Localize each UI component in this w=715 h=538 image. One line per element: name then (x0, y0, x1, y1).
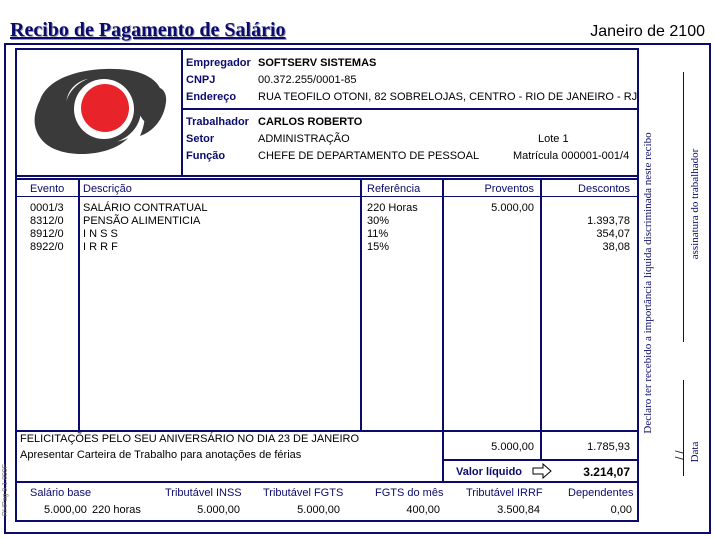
lote-value: Lote 1 (538, 133, 569, 145)
total-proventos: 5.000,00 (491, 441, 534, 453)
address-value: RUA TEOFILO OTONI, 82 SOBRELOJAS, CENTRO - RIO DE JANEIRO - RJ (258, 91, 638, 103)
net-value-label: Valor líquido (456, 466, 523, 478)
function-value: CHEFE DE DEPARTAMENTO DE PESSOAL (258, 150, 480, 162)
header-bottom-border (15, 175, 639, 177)
address-label: Endereço (186, 91, 237, 103)
col-header-referencia: Referência (367, 183, 421, 195)
net-value: 3.214,07 (583, 465, 630, 479)
period-label: Janeiro de 2100 (590, 23, 705, 40)
sector-value: ADMINISTRAÇÃO (258, 133, 350, 145)
total-descontos: 1.785,93 (587, 441, 630, 453)
row-evento: 8912/0 (30, 228, 64, 240)
footer-label-trib-fgts: Tributável FGTS (263, 487, 344, 499)
row-evento: 8312/0 (30, 215, 64, 227)
row-evento: 0001/3 (30, 202, 64, 214)
footer-top-border (15, 481, 639, 483)
row-descricao: PENSÃO ALIMENTICIA (83, 215, 201, 227)
totals-divider (442, 459, 639, 461)
row-descricao: I N S S (83, 228, 118, 240)
date-label: Data (689, 441, 701, 463)
footer-trib-fgts: 5.000,00 (297, 504, 340, 516)
row-descontos: 38,08 (602, 241, 630, 253)
matricula-value: Matrícula 000001-001/4 (513, 150, 630, 162)
row-referencia: 15% (367, 241, 390, 253)
col-header-descricao: Descrição (83, 183, 132, 195)
footer-label-dependentes: Dependentes (568, 487, 634, 499)
date-slashes: / / (674, 450, 686, 460)
footer-label-salario-base: Salário base (30, 487, 92, 499)
row-referencia: 30% (367, 215, 390, 227)
message-vacation: Apresentar Carteira de Trabalho para anotações de férias (20, 449, 302, 461)
employer-name: SOFTSERV SISTEMAS (258, 57, 377, 69)
row-referencia: 11% (367, 228, 389, 240)
cnpj-label: CNPJ (186, 74, 216, 86)
receipt-title: Recibo de Pagamento de Salário (10, 19, 286, 41)
footer-label-trib-irrf: Tributável IRRF (466, 487, 543, 499)
row-evento: 8922/0 (30, 241, 64, 253)
message-birthday: FELICITAÇÕES PELO SEU ANIVERSÁRIO NO DIA 23 DE JANEIRO (20, 433, 360, 445)
row-referencia: 220 Horas (367, 202, 418, 214)
footer-fgts-mes: 400,00 (406, 504, 440, 516)
table-header-underline (15, 196, 639, 197)
footer-trib-irrf: 3.500,84 (497, 504, 540, 516)
footer-label-fgts-mes: FGTS do mês (375, 487, 444, 499)
col-divider-evento (78, 178, 80, 430)
function-label: Função (186, 150, 226, 162)
signature-line (683, 72, 684, 342)
row-descricao: SALÁRIO CONTRATUAL (83, 202, 208, 214)
receipt-declaration: Declaro ter recebido a importância líquida discriminada neste recibo (642, 132, 654, 434)
col-header-descontos: Descontos (578, 183, 630, 195)
col-divider-referencia (442, 178, 444, 482)
employer-label: Empregador (186, 57, 251, 69)
row-proventos: 5.000,00 (491, 202, 534, 214)
footer-label-trib-inss: Tributável INSS (165, 487, 242, 499)
table-top-border (15, 178, 639, 180)
row-descontos: 1.393,78 (587, 215, 630, 227)
footer-salario-horas: 220 horas (92, 504, 141, 516)
worker-label: Trabalhador (186, 116, 249, 128)
table-body-bottom (15, 430, 639, 432)
logo-red-dot (81, 84, 129, 132)
col-divider-descricao (360, 178, 362, 430)
footer-dependentes: 0,00 (610, 504, 632, 516)
col-header-proventos: Proventos (484, 183, 534, 195)
version-stamp: RHPag 9.1.899F (2, 463, 9, 517)
cnpj-value: 00.372.255/0001-85 (258, 74, 357, 86)
employer-worker-divider (181, 108, 638, 110)
company-logo (28, 62, 168, 160)
footer-salario-base: 5.000,00 (44, 504, 87, 516)
row-descontos: 354,07 (596, 228, 630, 240)
sector-label: Setor (186, 133, 215, 145)
signature-label: assinatura do trabalhador (689, 148, 701, 260)
logo-divider (181, 48, 183, 176)
col-header-evento: Evento (30, 183, 65, 195)
row-descricao: I R R F (83, 241, 118, 253)
footer-trib-inss: 5.000,00 (197, 504, 240, 516)
worker-name: CARLOS ROBERTO (258, 116, 363, 128)
